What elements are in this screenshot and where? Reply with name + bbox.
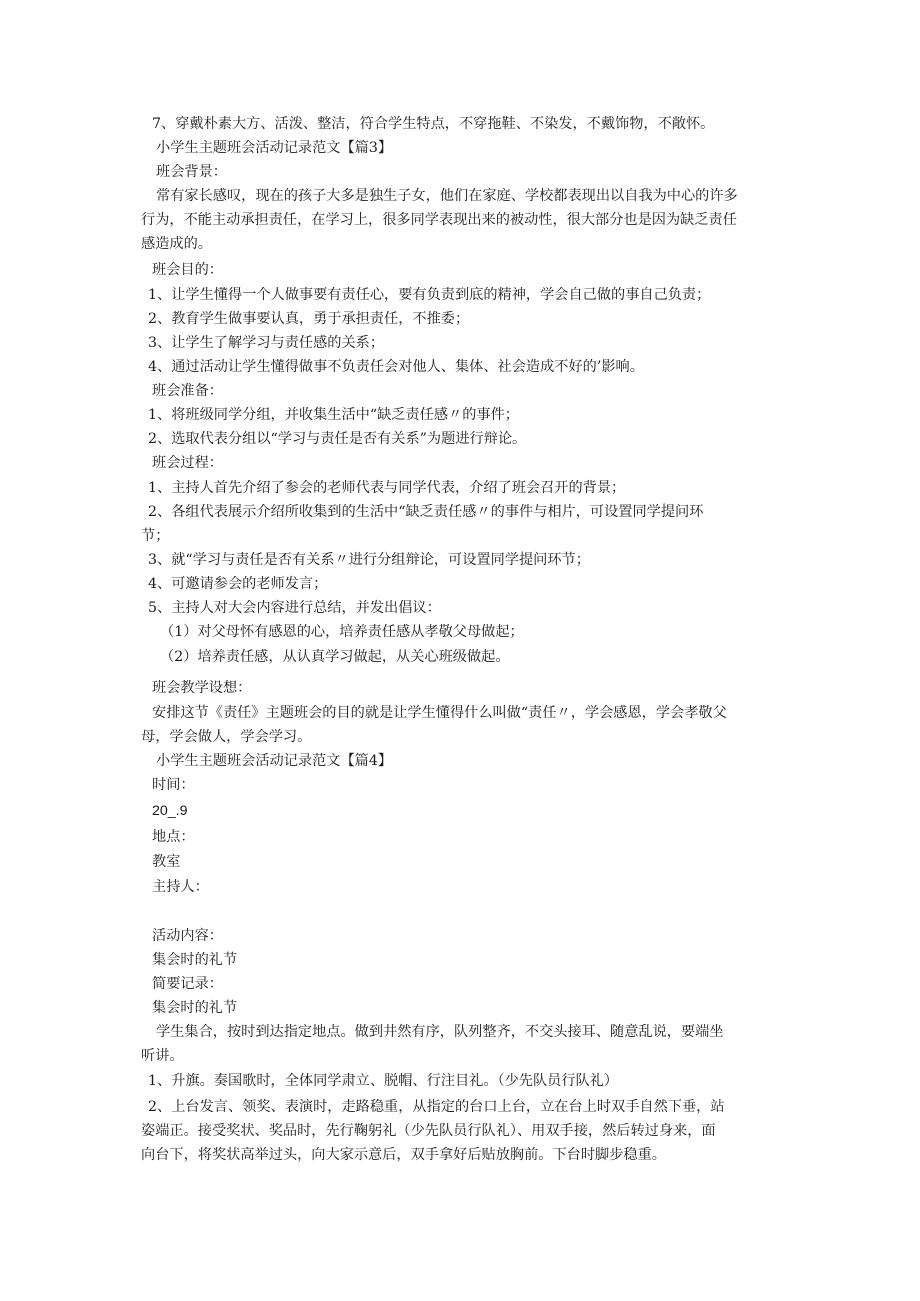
line-text: 班会过程： (152, 455, 223, 471)
line-text: 集会时的礼节 (152, 952, 238, 968)
line-text: 活动内容： (152, 928, 223, 944)
line-text: 地点： (152, 829, 195, 845)
line-text: 学生集合，按时到达指定地点。做到井然有序，队列整齐，不交头接耳、随意乱说，要端坐 (156, 1024, 724, 1040)
line-text: 2、各组代表展示介绍所收集到的生活中“缺乏责任感〃的事件与相片，可设置同学提问环 (148, 504, 704, 520)
line-text: 班会准备： (152, 383, 223, 399)
line-text: 2、选取代表分组以“学习与责任是否有关系”为题进行辩论。 (148, 431, 527, 447)
line-text: 20_.9 (152, 803, 188, 819)
line-text: 1、将班级同学分组，并收集生活中“缺乏责任感〃的事件； (148, 407, 519, 423)
line-text: 1、升旗。奏国歌时，全体同学肃立、脱帽、行注目礼。（少先队员行队礼） (148, 1073, 619, 1089)
line-text: 3、就“学习与责任是否有关系〃进行分组辩论，可设置同学提问环节； (148, 552, 590, 568)
line-text: 班会背景： (156, 164, 227, 180)
line-text: 小学生主题班会活动记录范文【篇3】 (156, 140, 393, 156)
line-text: 听讲。 (141, 1048, 184, 1064)
line-text: 5、主持人对大会内容进行总结，并发出倡议： (148, 600, 441, 616)
line-text: 时间： (152, 777, 195, 793)
line-text: （1）对父母怀有感恩的心，培养责任感从孝敬父母做起； (160, 624, 524, 640)
line-text: 简要记录： (152, 976, 223, 992)
line-text: 感造成的。 (141, 236, 212, 252)
line-text: 4、可邀请参会的老师发言； (148, 576, 328, 592)
line-text: 4、通过活动让学生懂得做事不负责任会对他人、集体、社会造成不好的’影响。 (148, 359, 644, 375)
line-text: 主持人： (152, 879, 209, 895)
line-text: 向台下，将奖状高举过头，向大家示意后，双手拿好后贴放胸前。下台时脚步稳重。 (141, 1147, 666, 1163)
line-text: 母，学会做人，学会学习。 (141, 729, 312, 745)
line-text: 集会时的礼节 (152, 1000, 238, 1016)
line-text: 节； (141, 528, 170, 544)
line-text: 1、让学生懂得一个人做事要有责任心，要有负责到底的精神，学会自己做的事自己负责； (148, 287, 711, 303)
line-text: 行为，不能主动承担责任，在学习上，很多同学表现出来的被动性，很大部分也是因为缺乏责任 (141, 212, 737, 228)
line-text: 2、教育学生做事要认真，勇于承担责任，不推委； (148, 311, 470, 327)
line-text: 2、上台发言、领奖、表演时，走路稳重，从指定的台口上台，立在台上时双手自然下垂，站 (148, 1099, 725, 1115)
line-text: 3、让学生了解学习与责任感的关系； (148, 335, 385, 351)
line-text: 小学生主题班会活动记录范文【篇4】 (156, 753, 393, 769)
line-text: 班会目的： (152, 262, 223, 278)
line-text: 常有家长感叹，现在的孩子大多是独生子女，他们在家庭、学校都表现出以自我为中心的许多 (156, 188, 738, 204)
line-text: 教室 (152, 854, 181, 870)
line-text: 班会教学设想： (152, 680, 252, 696)
line-text: 安排这节《责任》主题班会的目的就是让学生懂得什么叫做“责任〃，学会感恩，学会孝敬父 (152, 705, 727, 721)
line-text: 1、主持人首先介绍了参会的老师代表与同学代表，介绍了班会召开的背景； (148, 480, 626, 496)
line-text: 姿端正。接受奖状、奖品时，先行鞠躬礼（少先队员行队礼）、用双手接，然后转过身来，面 (141, 1123, 716, 1139)
line-text: （2）培养责任感，从认真学习做起，从关心班级做起。 (160, 649, 510, 665)
line-text: 7、穿戴朴素大方、活泼、整洁，符合学生特点，不穿拖鞋、不染发，不戴饰物，不敞怀。 (152, 116, 715, 132)
